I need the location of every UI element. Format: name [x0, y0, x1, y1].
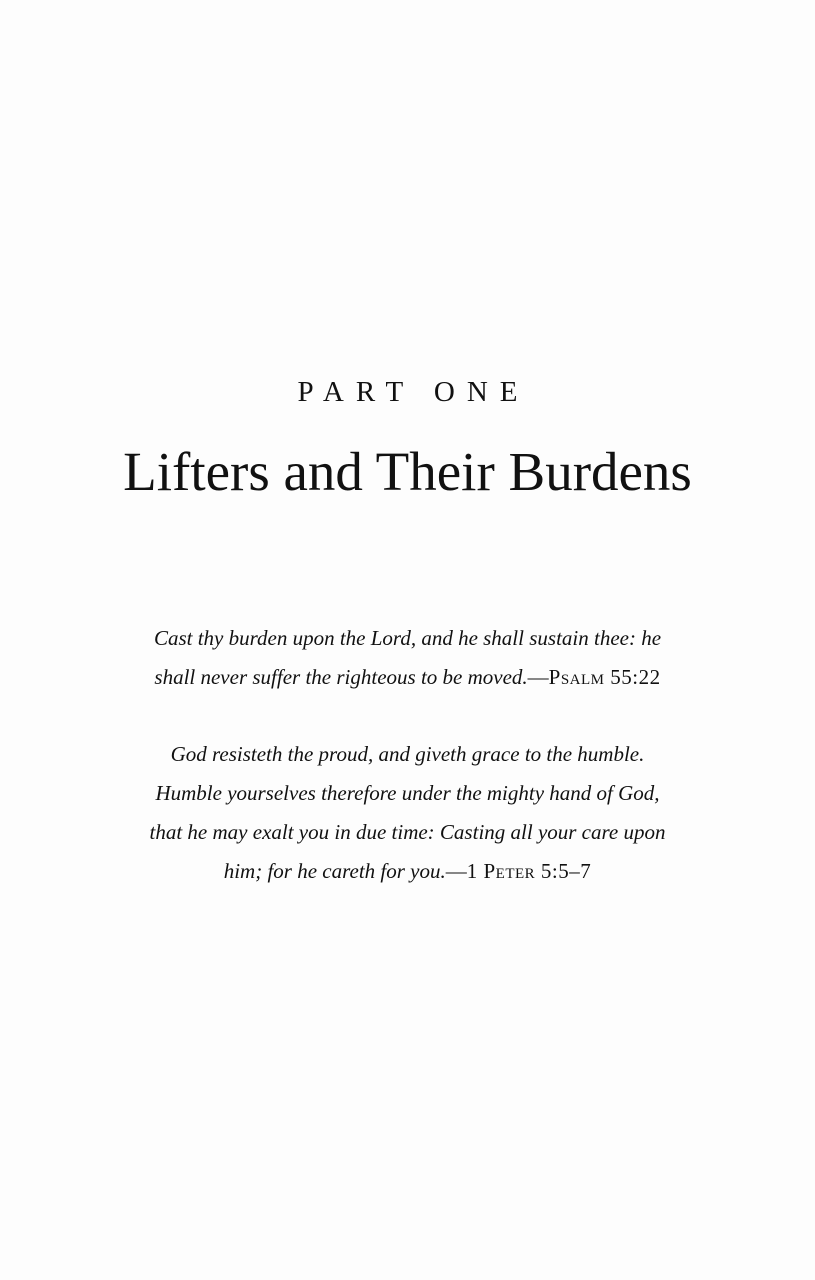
epigraph-dash: — [527, 665, 549, 689]
epigraph-psalm [0, 619, 815, 697]
epigraph-line: Cast thy burden upon the Lord, and he shall sustain thee: he [153, 626, 662, 650]
part-label: PART ONE [297, 376, 530, 408]
epigraph-dash: — [445, 859, 467, 883]
epigraph-line: him; for he careth for you. [223, 859, 446, 883]
epigraph-line: Humble yourselves therefore under the mighty hand of God, [155, 781, 660, 805]
epigraph-line: God resisteth the proud, and giveth grace to the humble. [170, 742, 645, 766]
scripture-reference: Psalm 55:22 [548, 665, 661, 689]
epigraph-line: shall never suffer the righteous to be moved. [154, 665, 528, 689]
scripture-reference: 1 Peter 5:5–7 [466, 859, 592, 883]
epigraph-line: that he may exalt you in due time: Casting all your care upon [149, 820, 666, 844]
epigraph-last-line [0, 658, 815, 697]
epigraph-peter [0, 735, 815, 891]
epigraph-last-line [0, 852, 815, 891]
part-title: Lifters and Their Burdens [123, 441, 692, 502]
